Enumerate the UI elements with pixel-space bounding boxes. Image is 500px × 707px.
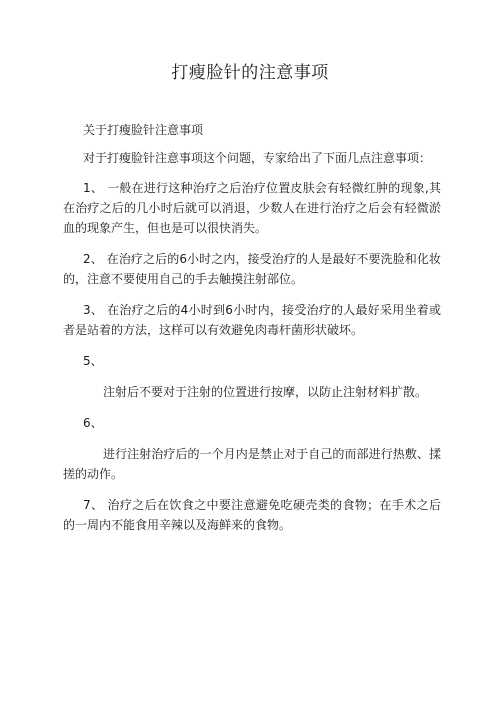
list-item-5-number: 5、 [83,354,103,368]
list-item-7 [63,495,441,535]
list-item-5-text: 注射后不要对于注射的位置进行按摩，以防止注射材料扩散。 [103,385,428,399]
list-item-1 [63,178,441,238]
list-item-3 [63,300,441,340]
intro-paragraph: 对于打瘦脸针注意事项这个问题，专家给出了下面几点注意事项： [83,151,432,165]
list-item-text: 1、 一般在进行这种治疗之后治疗位置皮肤会有轻微红肿的现象,其在治疗之后的几小时后就可以消退，少数人在进行治疗之后会有轻微淤血的现象产生，但也是可以很快消失。 [63,181,441,235]
page-title: 打瘦脸针的注意事项 [171,63,329,83]
list-item-text: 7、 治疗之后在饮食之中要注意避免吃硬壳类的食物；在手术之后的一周内不能食用辛辣以及海鲜来的食物。 [63,498,441,532]
subheading: 关于打瘦脸针注意事项 [83,123,204,137]
document-body [63,120,441,546]
list-item-text: 2、 在治疗之后的6小时之内，接受治疗的人是最好不要洗脸和化妆的，注意不要使用自己的手去触摸注射部位。 [63,252,441,286]
list-item-2 [63,249,441,289]
list-item-6-text: 进行注射治疗后的一个月内是禁止对于自己的而部进行热敷、揉搓的动作。 [63,447,441,481]
list-item-6-number: 6、 [83,416,103,430]
list-item-text: 3、 在治疗之后的4小时到6小时内，接受治疗的人最好采用坐着或者是站着的方法，这样可以有效避免肉毒杆菌形状破坏。 [63,303,441,337]
